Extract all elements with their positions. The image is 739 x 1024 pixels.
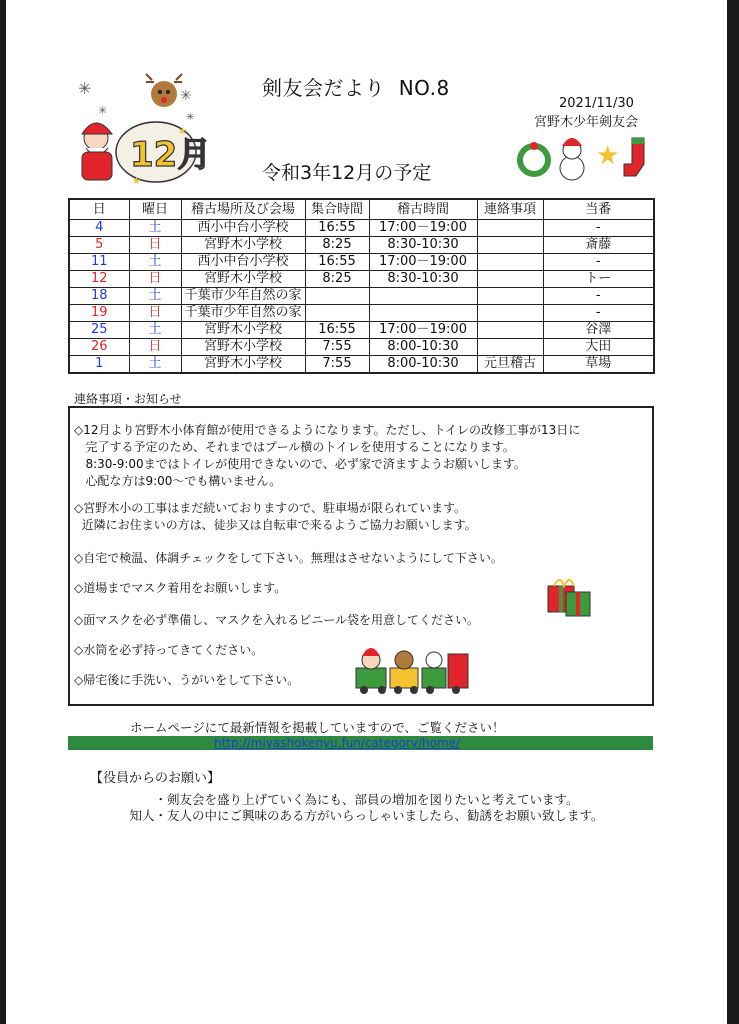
notice-item: ◇宮野木小の工事はまだ続いておりますので、駐車場が限られています。 近隣にお住まいの方は、徒歩又は自転車で来るようご協力お願いします。 <box>74 501 477 532</box>
cell-note <box>477 339 543 356</box>
cell-duty: - <box>543 288 654 305</box>
cell-duty: 草場 <box>543 356 654 374</box>
svg-text:★: ★ <box>596 141 620 171</box>
cell-note <box>477 271 543 288</box>
cell-practice-time: 17:00－19:00 <box>369 322 477 339</box>
cell-place: 宮野木小学校 <box>181 356 305 374</box>
table-row <box>69 237 654 254</box>
svg-text:✳: ✳ <box>78 79 92 98</box>
notice-item: ◇道場までマスク着用をお願いします。 <box>74 581 287 595</box>
cell-place: 宮野木小学校 <box>181 237 305 254</box>
cell-weekday: 土 <box>129 356 181 374</box>
christmas-train-illustration <box>352 640 472 696</box>
cell-day: 1 <box>69 356 129 374</box>
cell-day: 4 <box>69 220 129 237</box>
cell-weekday: 土 <box>129 254 181 271</box>
cell-day: 26 <box>69 339 129 356</box>
christmas-ornaments-illustration <box>512 130 652 186</box>
cell-place: 千葉市少年自然の家 <box>181 288 305 305</box>
cell-place: 千葉市少年自然の家 <box>181 305 305 322</box>
cell-practice-time: 8:30-10:30 <box>369 271 477 288</box>
notices-box <box>68 406 654 706</box>
logo-text: 12月 <box>130 135 212 175</box>
notice-item: ◇面マスクを必ず準備し、マスクを入れるビニール袋を用意してください。 <box>74 613 479 627</box>
svg-text:★: ★ <box>178 126 187 137</box>
cell-place: 宮野木小学校 <box>181 322 305 339</box>
santa-december-illustration <box>68 72 212 190</box>
cell-meet-time: 16:55 <box>305 220 369 237</box>
cell-practice-time: 8:00-10:30 <box>369 339 477 356</box>
cell-weekday: 日 <box>129 339 181 356</box>
cell-place: 宮野木小学校 <box>181 271 305 288</box>
svg-text:✳: ✳ <box>180 88 192 104</box>
notices-heading: 連絡事項・お知らせ <box>74 392 182 406</box>
cell-meet-time <box>305 305 369 322</box>
cell-weekday: 日 <box>129 305 181 322</box>
organization-name: 宮野木少年剣友会 <box>534 115 639 130</box>
notice-item: ◇自宅で検温、体調チェックをして下さい。無理はさせないようにして下さい。 <box>74 551 503 565</box>
column-header-day: 日 <box>69 199 129 220</box>
cell-note: 元旦稽古 <box>477 356 543 374</box>
cell-duty: - <box>543 254 654 271</box>
request-heading: 【役員からのお願い】 <box>90 771 221 786</box>
cell-practice-time: 17:00－19:00 <box>369 220 477 237</box>
cell-day: 19 <box>69 305 129 322</box>
column-header-weekday: 曜日 <box>129 199 181 220</box>
column-header-practice-time: 稽古時間 <box>369 199 477 220</box>
cell-note <box>477 305 543 322</box>
cell-duty: 斎藤 <box>543 237 654 254</box>
cell-practice-time: 17:00－19:00 <box>369 254 477 271</box>
table-row <box>69 322 654 339</box>
cell-day: 18 <box>69 288 129 305</box>
notice-item: ◇水筒を必ず持ってきてください。 <box>74 643 264 657</box>
homepage-link[interactable]: http://miyashokenyu.fun/category/home/ <box>214 736 461 750</box>
cell-day: 11 <box>69 254 129 271</box>
table-row <box>69 220 654 237</box>
newsletter-title: 剣友会だより NO.8 <box>262 76 450 100</box>
table-row <box>69 339 654 356</box>
cell-place: 西小中台小学校 <box>181 254 305 271</box>
request-line: 知人・友人の中にご興味のある方がいらっしゃいましたら、勧誘をお願い致します。 <box>129 808 604 823</box>
cell-weekday: 日 <box>129 237 181 254</box>
svg-text:★: ★ <box>132 176 141 187</box>
cell-meet-time: 8:25 <box>305 237 369 254</box>
cell-duty: トー <box>543 271 654 288</box>
cell-weekday: 土 <box>129 322 181 339</box>
table-row <box>69 356 654 374</box>
cell-practice-time: 8:30-10:30 <box>369 237 477 254</box>
cell-note <box>477 288 543 305</box>
cell-duty: - <box>543 305 654 322</box>
table-header-row <box>69 199 654 220</box>
schedule-table <box>68 198 655 374</box>
cell-practice-time <box>369 305 477 322</box>
gift-box-illustration <box>544 572 596 622</box>
cell-note <box>477 254 543 271</box>
cell-day: 12 <box>69 271 129 288</box>
cell-meet-time: 8:25 <box>305 271 369 288</box>
notice-item: ◇帰宅後に手洗い、うがいをして下さい。 <box>74 673 300 687</box>
homepage-notice: ホームページにて最新情報を掲載していますので、ご覧ください！ <box>130 720 505 735</box>
cell-meet-time <box>305 288 369 305</box>
newsletter-page <box>6 0 727 1024</box>
cell-meet-time: 7:55 <box>305 356 369 374</box>
cell-note <box>477 237 543 254</box>
table-row <box>69 305 654 322</box>
column-header-meet-time: 集合時間 <box>305 199 369 220</box>
plan-title: 令和3年12月の予定 <box>262 162 432 184</box>
cell-weekday: 土 <box>129 288 181 305</box>
notice-item: ◇12月より宮野木小体育館が使用できるようになります。ただし、トイレの改修工事が13日に 完了する予定のため、それまではプール横のトイレを使用することになります。 8:30-9:00まではトイレが使用できないので、必ず家で済ますようお願いします。 心配な方は9:00～でも構いません。 <box>74 423 581 488</box>
cell-meet-time: 7:55 <box>305 339 369 356</box>
cell-day: 25 <box>69 322 129 339</box>
cell-day: 5 <box>69 237 129 254</box>
cell-duty: - <box>543 220 654 237</box>
request-line: ・剣友会を盛り上げていく為にも、部員の増加を図りたいと考えています。 <box>154 792 579 807</box>
cell-weekday: 土 <box>129 220 181 237</box>
cell-practice-time: 8:00-10:30 <box>369 356 477 374</box>
cell-duty: 大田 <box>543 339 654 356</box>
cell-note <box>477 220 543 237</box>
table-row <box>69 288 654 305</box>
table-row <box>69 254 654 271</box>
svg-text:✳: ✳ <box>98 104 108 117</box>
cell-practice-time <box>369 288 477 305</box>
svg-text:✳: ✳ <box>186 112 195 123</box>
cell-meet-time: 16:55 <box>305 322 369 339</box>
url-bar <box>68 736 653 750</box>
table-row <box>69 271 654 288</box>
cell-weekday: 日 <box>129 271 181 288</box>
cell-note <box>477 322 543 339</box>
column-header-duty: 当番 <box>543 199 654 220</box>
cell-duty: 谷澤 <box>543 322 654 339</box>
column-header-note: 連絡事項 <box>477 199 543 220</box>
cell-place: 宮野木小学校 <box>181 339 305 356</box>
issue-date: 2021/11/30 <box>559 96 634 111</box>
column-header-place: 稽古場所及び会場 <box>181 199 305 220</box>
cell-place: 西小中台小学校 <box>181 220 305 237</box>
cell-meet-time: 16:55 <box>305 254 369 271</box>
